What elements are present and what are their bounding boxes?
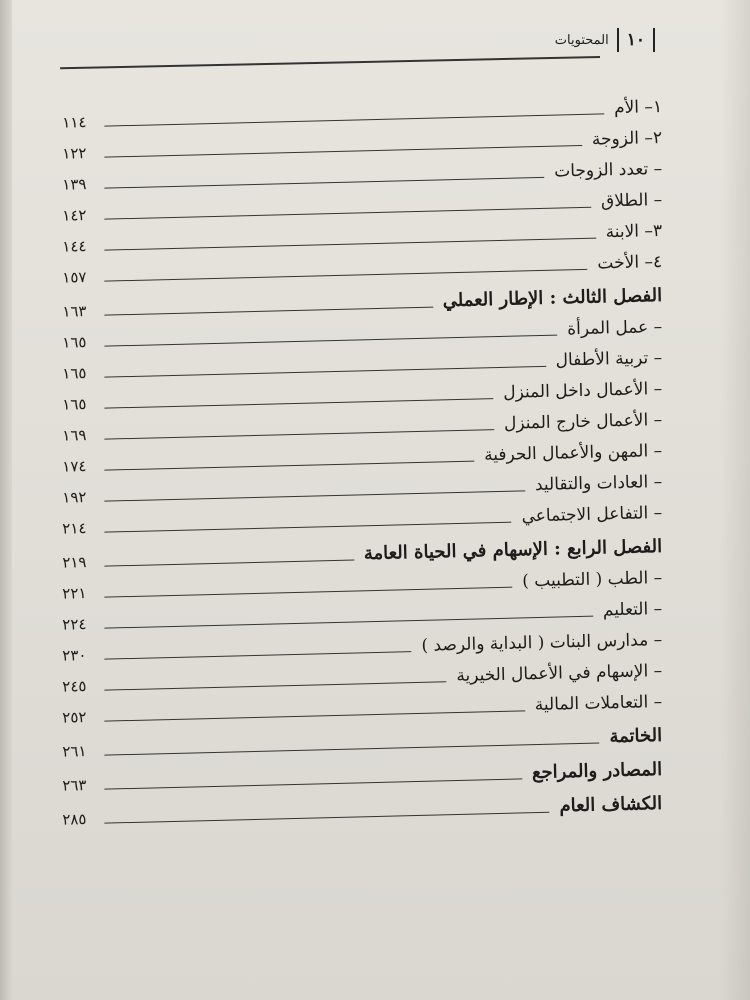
toc-entry-title: – المهن والأعمال الحرفية (483, 441, 663, 466)
toc-page-number: ٢١٩ (62, 553, 87, 572)
table-of-contents (62, 88, 663, 829)
toc-chapter-title: الكشاف العام (559, 793, 663, 817)
toc-page-number: ١٦٥ (62, 364, 87, 383)
toc-entry-title: ٤– الأخت (597, 252, 663, 274)
toc-entry-title: – الإسهام في الأعمال الخيرية (456, 661, 663, 687)
header-divider (653, 28, 655, 52)
toc-page-number: ١٦٥ (62, 395, 87, 414)
toc-entry-title: – الأعمال داخل المنزل (502, 379, 663, 403)
toc-page-number: ٢٨٥ (62, 810, 87, 829)
toc-entry-title: – التفاعل الاجتماعي (521, 503, 663, 527)
toc-page-number: ١٧٤ (62, 457, 87, 476)
toc-entry-title: – العادات والتقاليد (534, 472, 663, 496)
toc-entry-title: ٢– الزوجة (591, 128, 663, 150)
toc-entry-title: – تربية الأطفال (555, 348, 663, 371)
toc-entry-title: ١– الأم (613, 97, 663, 119)
toc-page-number: ٢٣٠ (62, 646, 87, 665)
toc-page-number: ١٦٣ (62, 302, 87, 321)
toc-page-number: ٢٤٥ (62, 677, 87, 696)
toc-page-number: ١٦٩ (62, 426, 87, 445)
running-header (555, 28, 655, 52)
header-page-number: ١٠ (626, 30, 645, 50)
toc-entry-title: – تعدد الزوجات (553, 159, 663, 182)
toc-page-number: ١٤٢ (62, 206, 87, 225)
toc-page-number: ١٥٧ (62, 268, 87, 287)
toc-page-number: ٢٦١ (62, 742, 87, 761)
toc-chapter-title: الفصل الرابع : الإسهام في الحياة العامة (363, 536, 663, 565)
header-rule (60, 56, 600, 69)
toc-leader-line (104, 560, 354, 567)
toc-page-number: ١٤٤ (62, 237, 87, 256)
toc-page-number: ١٦٥ (62, 333, 87, 352)
toc-entry-title: – مدارس البنات ( البداية والرصد ) (421, 630, 663, 656)
toc-chapter-title: الخاتمة (609, 725, 663, 748)
toc-entry-title: – الطب ( التطبيب ) (522, 568, 663, 592)
toc-page-number: ١١٤ (62, 113, 87, 132)
toc-entry-title: – التعليم (602, 599, 663, 621)
toc-entry-title: ٣– الابنة (605, 221, 663, 243)
page-shadow (720, 0, 750, 1000)
toc-page-number: ٢٢١ (62, 584, 87, 603)
toc-chapter-title: المصادر والمراجع (531, 759, 663, 784)
toc-page-number: ٢١٤ (62, 519, 87, 538)
toc-page-number: ١٣٩ (62, 175, 87, 194)
toc-chapter-title: الفصل الثالث : الإطار العملي (442, 285, 663, 312)
toc-page-number: ٢٦٣ (62, 776, 87, 795)
toc-page-number: ٢٢٤ (62, 615, 87, 634)
toc-page-number: ٢٥٢ (62, 708, 87, 727)
page-edge (0, 0, 12, 1000)
toc-leader-line (104, 812, 549, 824)
header-divider (617, 28, 619, 52)
toc-page-number: ١٩٢ (62, 488, 87, 507)
toc-entry-title: – الأعمال خارج المنزل (503, 410, 663, 434)
toc-entry-title: – الطلاق (600, 190, 663, 212)
toc-entry-title: – التعاملات المالية (534, 692, 663, 716)
toc-entry-title: – عمل المرأة (566, 317, 663, 340)
toc-page-number: ١٢٢ (62, 144, 87, 163)
header-title: المحتويات (554, 32, 609, 48)
